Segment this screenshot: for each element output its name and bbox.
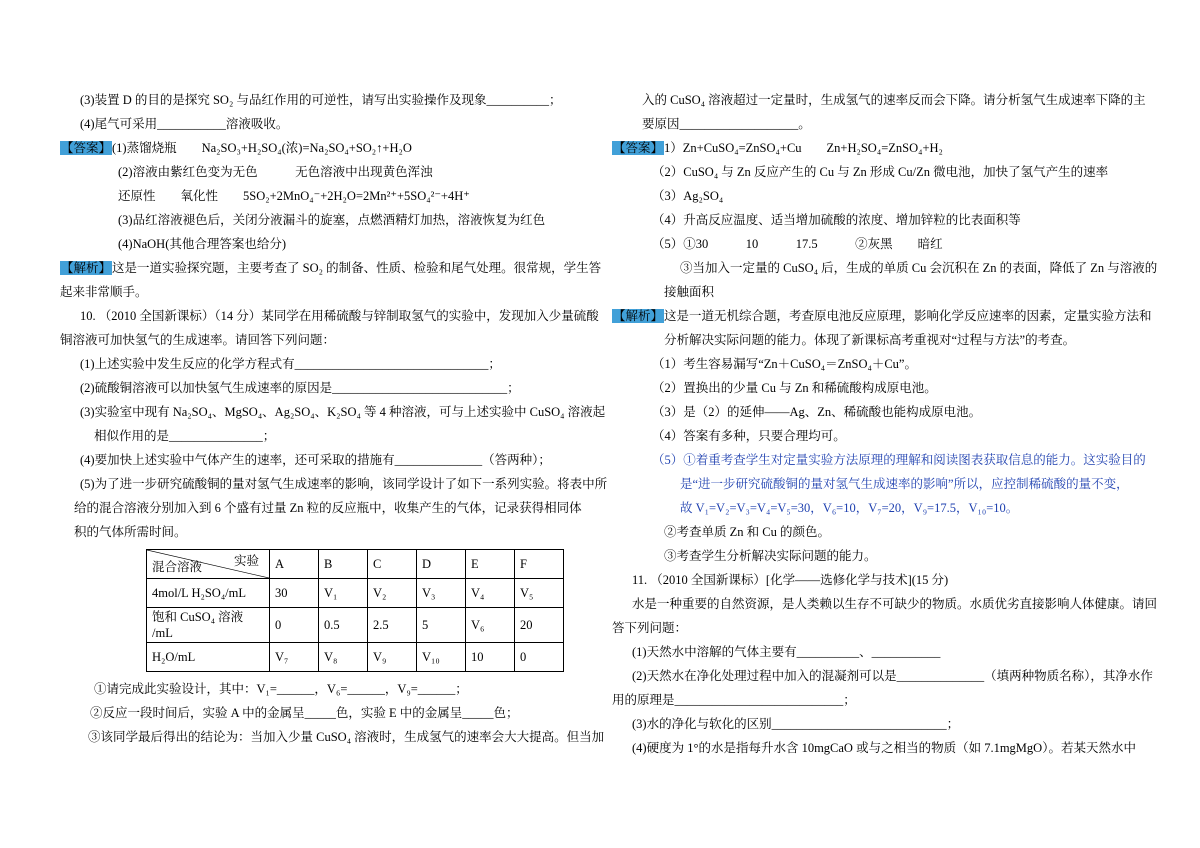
table-cell: V₁ [319,579,368,608]
text-line: 铜溶液可加快氢气的生成速率。请回答下列问题： [60,333,336,347]
row-label: 4mol/L H₂SO₄/mL [147,579,270,608]
text-line: （4）升高反应温度、适当增加硫酸的浓度、增加锌粒的比表面积等 [652,213,1021,227]
text-line: (1)上述实验中发生反应的化学方程式有_______________________________； [80,357,501,371]
text-line: （2）CuSO₄ 与 Zn 反应产生的 Cu 与 Zn 形成 Cu/Zn 微电池，加快了氢气产生的速率 [652,165,1109,179]
right-column [612,88,1160,760]
corner-label-bottom: 混合溶液 [152,560,203,574]
text-line: (4)要加快上述实验中气体产生的速率，还可采取的措施有______________（答两种）； [80,453,551,467]
text-line: (2)溶液由紫红色变为无色 无色溶液中出现黄色浑浊 [118,165,433,179]
text-line: ③该同学最后得出的结论为：当加入少量 CuSO₄ 溶液时，生成氢气的速率会大大提高。但当加 [88,730,605,744]
text-line: 起来非常顺手。 [60,285,148,299]
text-line: 答下列问题： [612,621,688,635]
text-line: 还原性 氧化性 5SO₂+2MnO₄⁻+2H₂O=2Mn²⁺+5SO₄²⁻+4H⁺ [118,189,470,203]
row-label: 饱和 CuSO₄ 溶液 /mL [147,608,270,643]
text-line: (4)NaOH(其他合理答案也给分) [118,237,287,251]
table-cell: V₂ [368,579,417,608]
text-line: ③当加入一定量的 CuSO₄ 后，生成的单质 Cu 会沉积在 Zn 的表面，降低了 Zn 与溶液的 [680,261,1158,275]
table-cell: 0.5 [319,608,368,643]
text-line: （2）置换出的少量 Cu 与 Zn 和稀硫酸构成原电池。 [652,381,937,395]
column-header: E [466,550,515,579]
table-cell: V₇ [270,643,319,672]
column-header: C [368,550,417,579]
text-line: 水是一种重要的自然资源，是人类赖以生存不可缺少的物质。水质优劣直接影响人体健康。请回 [632,597,1158,611]
question-10-title: 10. （2010 全国新课标）（14 分）某同学在用稀硫酸与锌制取氢气的实验中，发现加入少量硫酸 [80,309,599,323]
table-cell: V₃ [417,579,466,608]
text-line: （1）考生容易漏写“Zn＋CuSO₄＝ZnSO₄＋Cu”。 [652,357,917,371]
table-cell: 20 [515,608,564,643]
table-cell: 5 [417,608,466,643]
experiment-table [146,549,564,672]
text-line: 相似作用的是_______________； [94,429,276,443]
text-line: ②考查单质 Zn 和 Cu 的颜色。 [664,525,830,539]
table-cell: V₅ [515,579,564,608]
answer-label: 【答案】 [613,141,664,155]
table-cell: V₆ [466,608,515,643]
text-line: (3)实验室中现有 Na₂SO₄、MgSO₄、Ag₂SO₄、K₂SO₄ 等 4 种溶液，可与上述实验中 CuSO₄ 溶液起 [80,405,606,419]
text-line: 用的原理是___________________________； [612,693,856,707]
table-row [147,643,564,672]
table-cell: V₈ [319,643,368,672]
analysis-line [60,256,608,280]
text-line: ②反应一段时间后，实验 A 中的金属呈_____色，实验 E 中的金属呈_____色； [90,706,519,720]
table-row [147,608,564,643]
table-cell: V₉ [368,643,417,672]
text-line: 故 V₁=V₂=V₃=V₄=V₅=30，V₆=10，V₇=20，V₉=17.5，V₁₀=10。 [680,501,1019,515]
column-header: A [270,550,319,579]
text-line: (3)装置 D 的目的是探究 SO₂ 与品红作用的可逆性，请写出实验操作及现象__________； [80,93,562,107]
text-line: (2)硫酸铜溶液可以加快氢气生成速率的原因是____________________________； [80,381,520,395]
answer-text: (1)蒸馏烧瓶 Na₂SO₃+H₂SO₄(浓)=Na₂SO₄+SO₂↑+H₂O [112,141,412,155]
text-line: （3）Ag₂SO₄ [652,189,724,203]
text-line: （3）是（2）的延伸——Ag、Zn、稀硫酸也能构成原电池。 [652,405,982,419]
text-line: 给的混合溶液分别加入到 6 个盛有过量 Zn 粒的反应瓶中，收集产生的气体，记录获得相同体 [74,501,582,515]
table-cell: 10 [466,643,515,672]
text-line: （5）①着重考查学生对定量实验方法原理的理解和阅读图表获取信息的能力。这实验目的 [652,453,1146,467]
text-line: 要原因___________________。 [642,117,811,131]
left-column [60,88,608,749]
table-corner-cell [147,550,270,579]
text-line: (3)水的净化与软化的区别____________________________； [632,717,960,731]
text-line: 积的气体所需时间。 [74,525,187,539]
answer-line [612,136,1160,160]
table-cell: 0 [515,643,564,672]
analysis-text: 这是一道无机综合题，考查原电池反应原理，影响化学反应速率的因素，定量实验方法和 [664,309,1152,323]
column-header: D [417,550,466,579]
text-line: 接触面积 [664,285,715,299]
text-line: (2)天然水在净化处理过程中加入的混凝剂可以是______________（填两种物质名称），其净水作 [632,669,1153,683]
text-line: （4）答案有多种，只要合理均可。 [652,429,846,443]
text-line: ①请完成此实验设计，其中：V₁=______，V₆=______，V₉=______； [94,682,468,696]
analysis-label: 【解析】 [61,261,112,275]
text-line: ③考查学生分析解决实际问题的能力。 [664,549,877,563]
table-header-row [147,550,564,579]
table-cell: 2.5 [368,608,417,643]
text-line: (4)尾气可采用___________溶液吸收。 [80,117,289,131]
text-line: 入的 CuSO₄ 溶液超过一定量时，生成氢气的速率反而会下降。请分析氢气生成速率下降的主 [642,93,1146,107]
text-line: 是“进一步研究硫酸铜的量对氢气生成速率的影响”所以，应控制稀硫酸的量不变， [680,477,1129,491]
text-line: (3)品红溶液褪色后，关闭分液漏斗的旋塞，点燃酒精灯加热，溶液恢复为红色 [118,213,546,227]
column-header: B [319,550,368,579]
text-line: (4)硬度为 1°的水是指每升水含 10mgCaO 或与之相当的物质（如 7.1mgMgO）。若某天然水中 [632,741,1136,755]
answer-line [60,136,608,160]
table-row [147,579,564,608]
analysis-text: 这是一道实验探究题，主要考查了 SO₂ 的制备、性质、检验和尾气处理。很常规，学生答 [112,261,602,275]
answer-label: 【答案】 [61,141,112,155]
corner-label-top: 实验 [233,554,259,568]
table-cell: V₁₀ [417,643,466,672]
column-header: F [515,550,564,579]
table-cell: V₄ [466,579,515,608]
text-line: (5)为了进一步研究硫酸铜的量对氢气生成速率的影响，该同学设计了如下一系列实验。将表中所 [80,477,608,491]
analysis-label: 【解析】 [613,309,664,323]
answer-text: 1）Zn+CuSO₄=ZnSO₄+Cu Zn+H₂SO₄=ZnSO₄+H₂ [664,141,943,155]
text-line: （5）①30 10 17.5 ②灰黑 暗红 [652,237,943,251]
text-line: (1)天然水中溶解的气体主要有__________、___________ [632,645,941,659]
question-11-title: 11. （2010 全国新课标）[化学——选修化学与技术](15 分) [632,573,949,587]
table-cell: 30 [270,579,319,608]
analysis-line [612,304,1160,328]
text-line: 分析解决实际问题的能力。体现了新课标高考重视对“过程与方法”的考查。 [664,333,1076,347]
table-cell: 0 [270,608,319,643]
row-label: H₂O/mL [147,643,270,672]
